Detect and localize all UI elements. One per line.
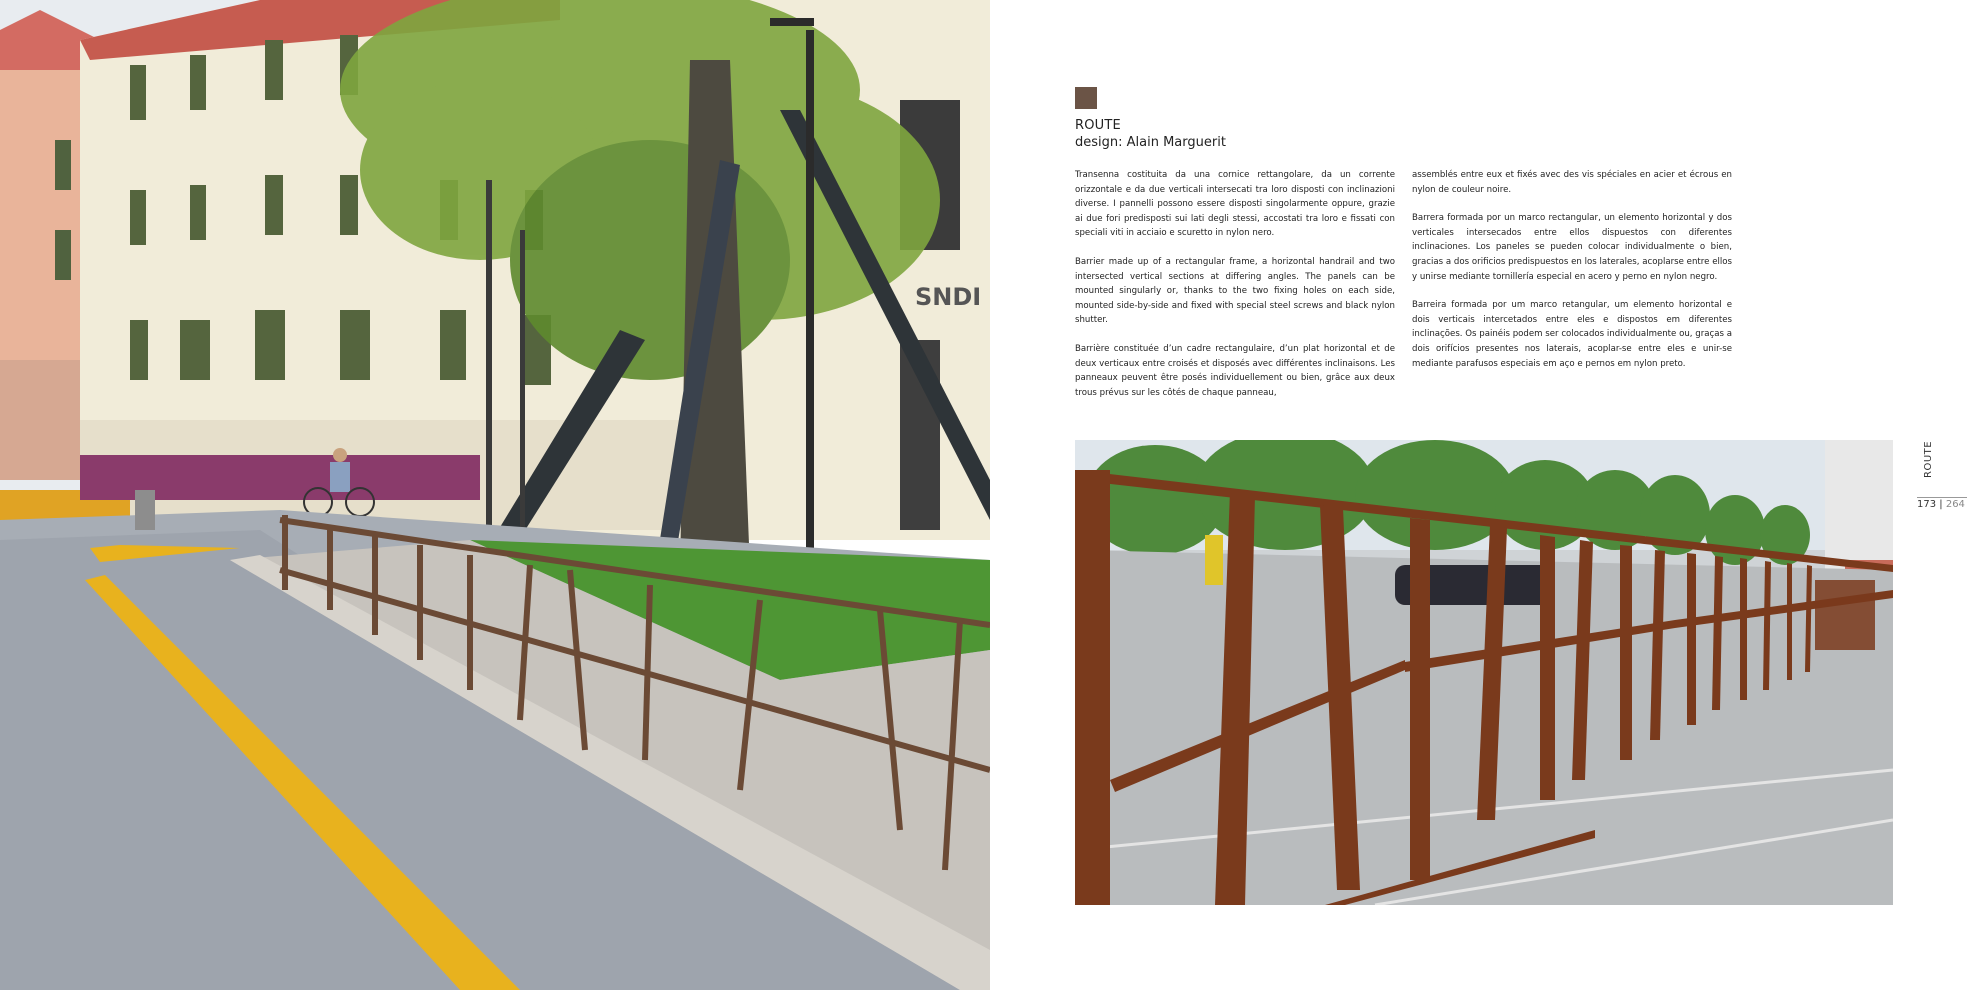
paragraph-english: Barrier made up of a rectangular frame, a horizontal handrail and two intersected vertical sections at differing angles. The panels can be mounted singularly or, thanks to the two fixing holes on each side, mounted side-by-side and fixed with special steel screws and black nylon shutter. [1075, 256, 1395, 326]
storefront-sign: SNDI [915, 283, 982, 311]
barrier-illustration [1075, 440, 1893, 905]
barrier-photo [1075, 440, 1893, 905]
text-column-2 [1412, 168, 1732, 385]
paragraph-spanish: Barrera formada por un marco rectangular, un elemento horizontal y dos verticales intersecados entre ellos dispuestos con diferentes inclinaciones. Los paneles se pueden colocar individualmente o bien, gracias a dos orificios predispuestos en los laterales, acoplarse entre ellos y unirse mediante tornillería especial en acero y perno en nylon negro. [1412, 213, 1732, 282]
page-total: 264 [1945, 499, 1965, 510]
paragraph-italian: Transenna costituita da una cornice rettangolare, da un corrente orizzontale e da due verticali intersecati tra loro disposti con inclinazioni diverse. I pannelli possono essere disposti singolarmente oppure, grazie ai due fori predisposti sui lati degli stessi, accostati tra loro e fissati con speciali viti in acciaio e scuretto in nylon nero. [1075, 170, 1395, 239]
page-separator: | [1936, 499, 1946, 510]
paragraph-french-cont: assemblés entre eux et fixés avec des vis spéciales en acier et écrous en nylon de couleur noire. [1412, 170, 1732, 195]
text-column-1 [1075, 168, 1395, 414]
designer-credit: design: Alain Marguerit [1075, 135, 1226, 150]
product-title: ROUTE [1075, 118, 1121, 133]
paragraph-french: Barrière constituée d’un cadre rectangulaire, d’un plat horizontal et de deux verticaux entre croisés et disposés avec différentes inclinaisons. Les panneaux peuvent être posés individuellement ou bien, grâce aux deux trous prévus sur les côtés de chaque panneau, [1075, 343, 1395, 398]
color-swatch [1075, 87, 1097, 109]
page-number [1917, 499, 1965, 510]
paragraph-portuguese: Barreira formada por um marco retangular, um elemento horizontal e dois verticais intercetados entre eles e dispostos em diferentes inclinações. Os painéis podem ser colocados individualmente ou, graças a dois orifícios presentes nos laterais, acoplar-se entre eles e unir-se mediante parafusos especiais em aço e pernos em nylon preto. [1412, 300, 1732, 369]
page-current: 173 [1917, 499, 1937, 510]
section-label: ROUTE [1923, 440, 1934, 478]
folio-rule [1917, 497, 1967, 498]
